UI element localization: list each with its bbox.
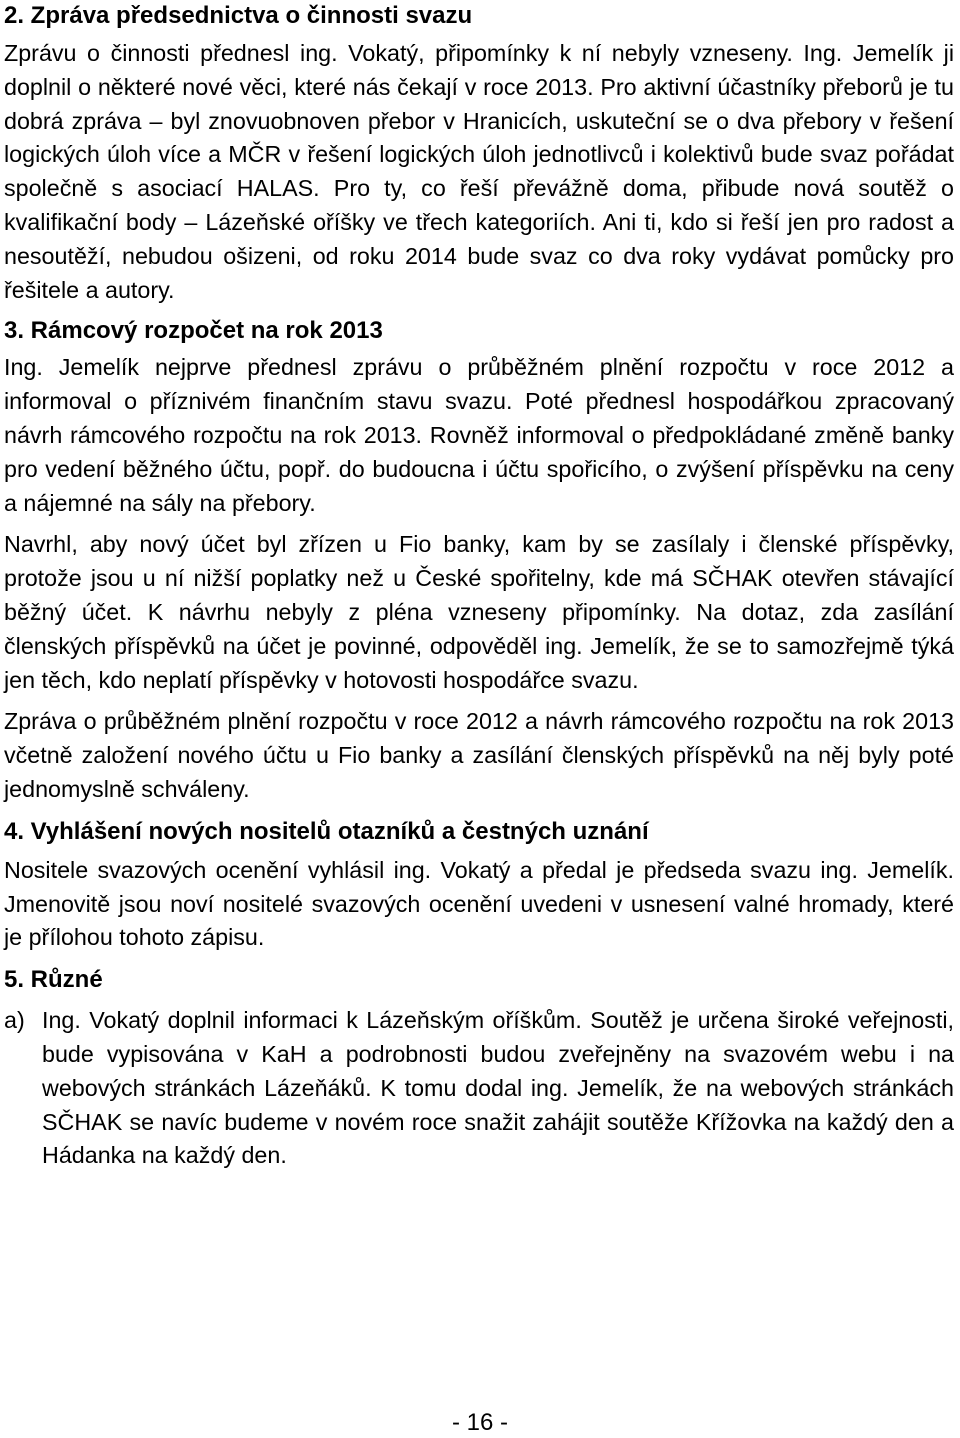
section-4-paragraph-1: Nositele svazových ocenění vyhlásil ing. Vokatý a předal je předseda svazu ing. Jemelík. Jmenovitě jsou noví nositelé svazových ocenění uvedeni v usnesení valné hromady, které je přílohou tohoto zápisu. <box>4 856 954 951</box>
section-heading-4: 4. Vyhlášení nových nositelů otazníků a čestných uznání <box>4 817 649 845</box>
section-3-paragraph-3: Zpráva o průběžném plnění rozpočtu v roce 2012 a návrh rámcového rozpočtu na rok 2013 včetně založení nového účtu u Fio banky a zasílání členských příspěvků na něj byly poté jednomyslně schváleny. <box>4 708 954 802</box>
section-heading-5: 5. Různé <box>4 966 103 994</box>
section-3-paragraph-1: Ing. Jemelík nejprve přednesl zprávu o průběžném plnění rozpočtu v roce 2012 a informoval o příznivém finančním stavu svazu. Poté přednesl hospodářkou zpracovaný návrh rámcového rozpočtu na rok 2013. Rovněž informoval o předpokládané změně banky pro vedení běžného účtu, popř. do budoucna i účtu spořicího, o zvýšení příspěvku na ceny a nájemné na sály na přebory. <box>4 354 954 516</box>
section-heading-2: 2. Zpráva předsednictva o činnosti svazu <box>4 2 473 29</box>
list-item-label: a) <box>4 1007 25 1034</box>
section-3-paragraph-2: Navrhl, aby nový účet byl zřízen u Fio banky, kam by se zasílaly i členské příspěvky, protože jsou u ní nižší poplatky než u České spořitelny, kde má SČHAK otevřen stávající běžný účet. K návrhu nebyly z pléna vzneseny připomínky. Na dotaz, zda zasílání členských příspěvků na účet je povinné, odpověděl ing. Jemelík, že se to samozřejmě týká jen těch, kdo neplatí příspěvky v hotovosti hospodářce svazu. <box>4 531 954 693</box>
list-item <box>4 1004 954 1173</box>
list-item-text: Ing. Vokatý doplnil informaci k Lázeňským oříškům. Soutěž je určena široké veřejnosti, bude vypisována v KaH a podrobnosti budou zveřejněny na svazovém webu i na webových stránkách Lázeňáků. K tomu dodal ing. Jemelík, že na webových stránkách SČHAK se navíc budeme v novém roce snažit zahájit soutěže Křížovka na každý den a Hádanka na každý den. <box>42 1007 954 1169</box>
page-number: - 16 - <box>451 1409 508 1436</box>
document-page <box>4 0 954 1173</box>
section-2-paragraph-1: Zprávu o činnosti přednesl ing. Vokatý, připomínky k ní nebyly vzneseny. Ing. Jemelík ji doplnil o některé nové věci, které nás čekají v roce 2013. Pro aktivní účastníky přeborů je tu dobrá zpráva – byl znovuobnoven přebor v Hranicích, uskuteční se o dva přebory v řešení logických úloh více a MČR v řešení logických úloh jednotlivců i kolektivů bude svaz pořádat společně s asociací HALAS. Pro ty, co řeší převážně doma, přibude nová soutěž o kvalifikační body – Lázeňské oříšky ve třech kategoriích. Ani ti, kdo si řeší jen pro radost a nesoutěží, nebudou ošizeni, od roku 2014 bude svaz co dva roky vydávat pomůcky pro řešitele a autory. <box>4 40 954 303</box>
section-heading-3: 3. Rámcový rozpočet na rok 2013 <box>4 317 383 345</box>
